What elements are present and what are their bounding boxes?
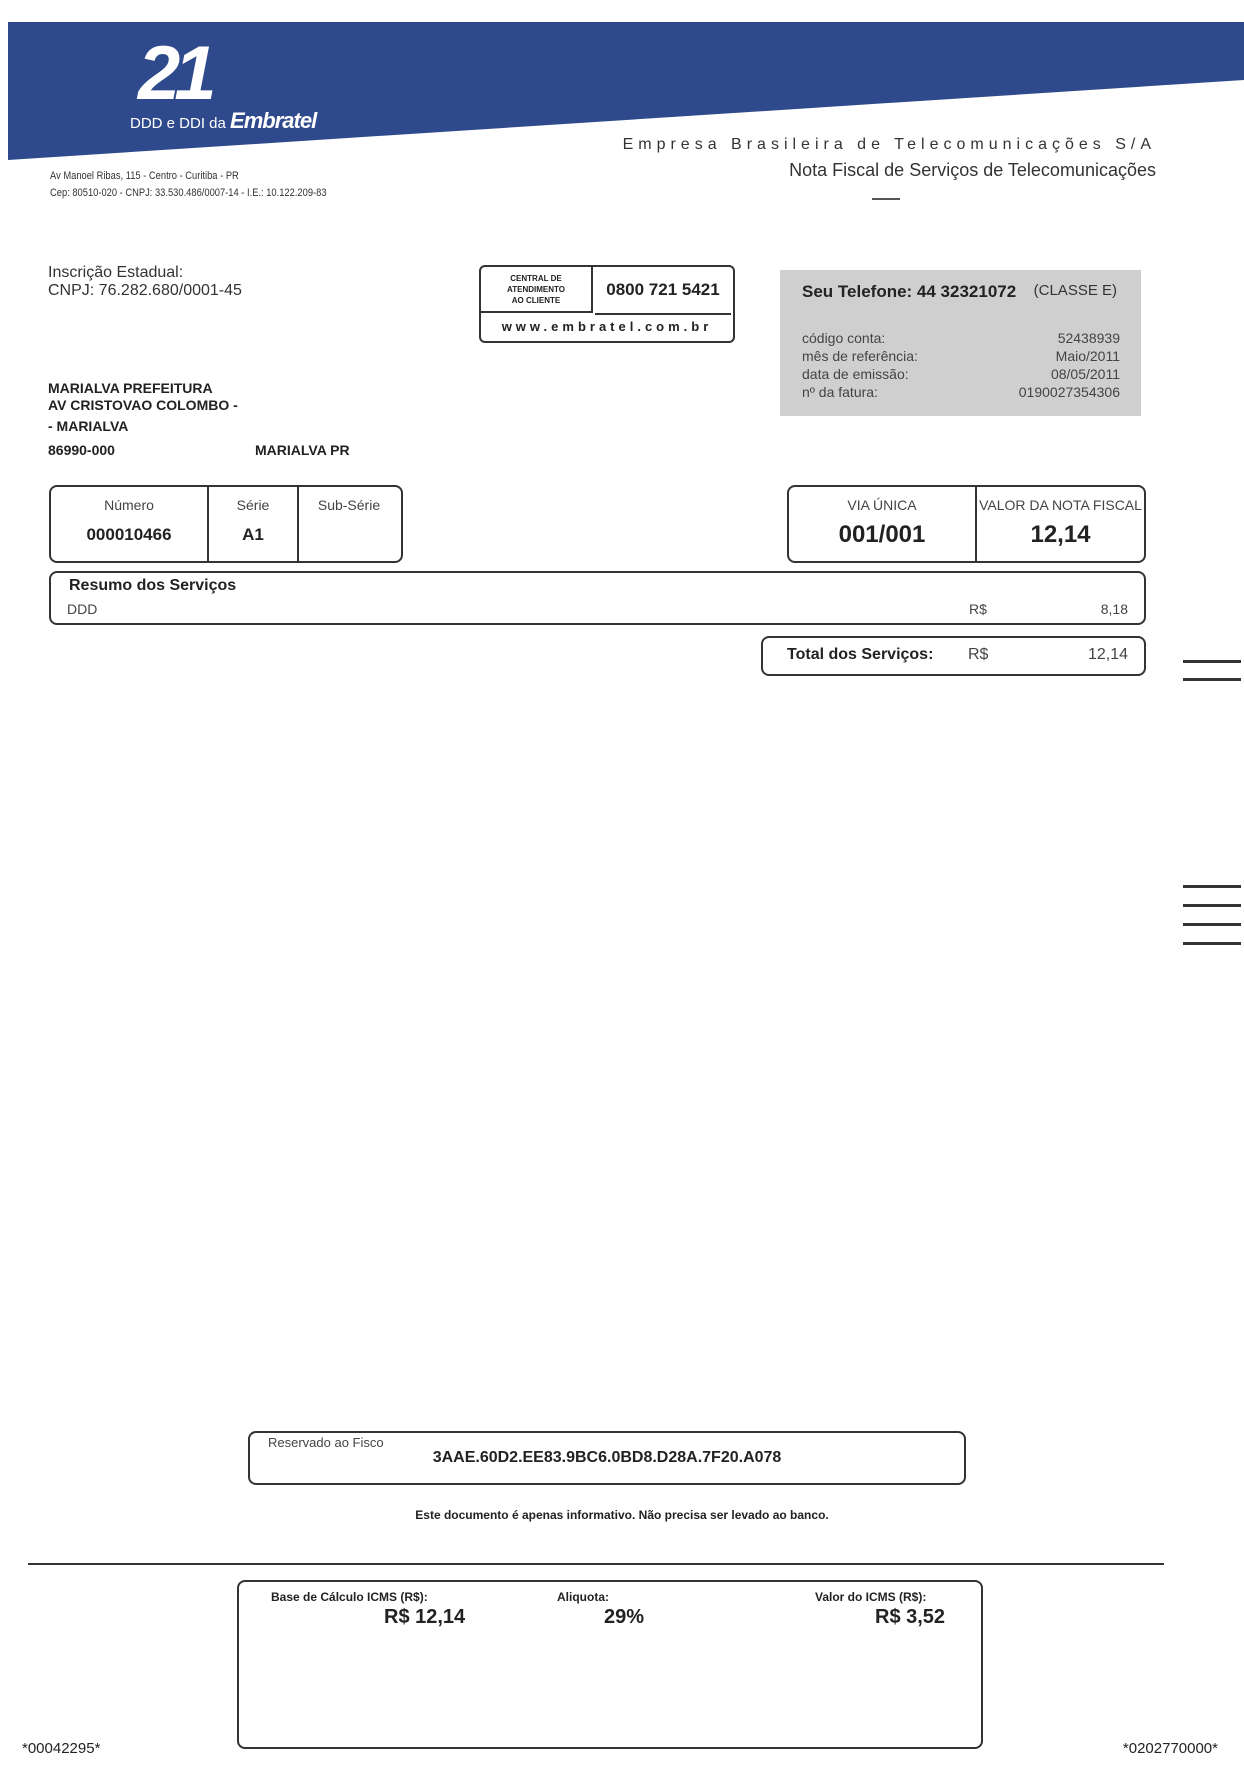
icms-valor-value: R$ 3,52 <box>875 1606 946 1628</box>
margin-mark <box>1183 885 1241 888</box>
customer-name: MARIALVA PREFEITURA <box>48 380 213 396</box>
fisco-label: Reservado ao Fisco <box>268 1435 384 1450</box>
cs-label-line: CENTRAL DE <box>510 274 562 283</box>
customer-service-label <box>481 267 593 313</box>
icms-base-value: R$ 12,14 <box>384 1606 466 1628</box>
account-row <box>802 366 1120 382</box>
services-title: Resumo dos Serviços <box>69 577 237 594</box>
cs-label-line: AO CLIENTE <box>511 296 561 305</box>
via-label: VIA ÚNICA <box>847 497 917 513</box>
account-row-value: 52438939 <box>1057 330 1120 346</box>
icms-base-label: Base de Cálculo ICMS (R$): <box>271 1590 428 1604</box>
margin-mark <box>1183 660 1241 663</box>
service-item-currency: R$ <box>969 601 987 617</box>
serie-value: A1 <box>242 525 264 544</box>
footer-left-code: *00042295* <box>22 1740 101 1757</box>
icms-aliquota-label: Aliquota: <box>557 1590 609 1604</box>
document-title: Nota Fiscal de Serviços de Telecomunicações <box>789 160 1156 180</box>
customer-city: MARIALVA PR <box>255 442 350 458</box>
margin-mark <box>1183 678 1241 681</box>
account-row <box>802 348 1120 364</box>
services-total-box <box>761 636 1146 676</box>
customer-service-box <box>479 265 735 343</box>
customer-district: - MARIALVA <box>48 418 129 434</box>
total-label: Total dos Serviços: <box>787 646 934 663</box>
logo-brand: Embratel <box>230 108 317 133</box>
invoice-number-box <box>49 485 403 563</box>
logo-subtitle-text: DDD e DDI da <box>130 115 226 132</box>
total-currency: R$ <box>968 646 989 663</box>
total-value: 12,14 <box>1087 646 1128 663</box>
fisco-code: 3AAE.60D2.EE83.9BC6.0BD8.D28A.7F20.A078 <box>432 1449 782 1466</box>
divider <box>872 198 900 200</box>
numero-label: Número <box>104 497 154 513</box>
icms-aliquota-value: 29% <box>604 1606 645 1628</box>
icms-box <box>237 1580 983 1749</box>
account-phone: Seu Telefone: 44 32321072 <box>802 282 1017 301</box>
fisco-box <box>248 1431 966 1485</box>
service-item-value: 8,18 <box>1100 601 1128 617</box>
inscricao-estadual: Inscrição Estadual: <box>48 264 184 281</box>
account-row <box>802 330 1120 346</box>
services-summary-box <box>49 571 1146 625</box>
margin-mark <box>1183 942 1241 945</box>
account-row-label: mês de referência: <box>802 348 918 364</box>
footer-right-code: *0202770000* <box>1122 1740 1218 1757</box>
account-row-label: data de emissão: <box>802 366 909 382</box>
via-cell <box>789 487 977 561</box>
serie-cell <box>209 487 299 561</box>
numero-cell <box>51 487 209 561</box>
via-value: 001/001 <box>838 521 926 548</box>
issuer-address: Av Manoel Ribas, 115 - Centro - Curitiba - PR <box>50 170 239 182</box>
customer-street: AV CRISTOVAO COLOMBO - <box>48 397 238 413</box>
serie-label: Série <box>236 497 270 513</box>
account-row-value: Maio/2011 <box>1055 348 1120 364</box>
logo-number: 21 <box>138 31 211 116</box>
info-notice: Este documento é apenas informativo. Não precisa ser levado ao banco. <box>415 1508 829 1522</box>
service-item-name: DDD <box>67 601 98 617</box>
website-link[interactable]: www.embratel.com.br <box>501 319 713 334</box>
subserie-cell <box>299 487 399 561</box>
account-row-label: código conta: <box>802 330 886 346</box>
valor-cell <box>977 487 1144 561</box>
cs-label-line: ATENDIMENTO <box>507 285 565 294</box>
invoice-value-box <box>787 485 1146 563</box>
numero-value: 000010466 <box>86 525 172 544</box>
margin-mark <box>1183 923 1241 926</box>
account-info-box <box>780 270 1141 416</box>
divider <box>28 1563 1164 1565</box>
account-row-label: nº da fatura: <box>802 384 878 400</box>
account-row <box>802 384 1120 400</box>
client-cnpj: CNPJ: 76.282.680/0001-45 <box>48 282 242 299</box>
valor-value: 12,14 <box>1030 521 1091 548</box>
customer-cep: 86990-000 <box>48 442 115 458</box>
account-row-value: 08/05/2011 <box>1050 366 1120 382</box>
customer-service-phone: 0800 721 5421 <box>595 267 731 315</box>
issuer-registration: Cep: 80510-020 - CNPJ: 33.530.486/0007-14 - I.E.: 10.122.209-83 <box>50 187 327 199</box>
valor-label: VALOR DA NOTA FISCAL <box>979 497 1142 513</box>
subserie-label: Sub-Série <box>317 497 381 513</box>
company-name: Empresa Brasileira de Telecomunicações S/A <box>622 136 1156 153</box>
logo-subtitle <box>130 108 316 134</box>
icms-valor-label: Valor do ICMS (R$): <box>815 1590 927 1604</box>
margin-mark <box>1183 904 1241 907</box>
account-row-value: 0190027354306 <box>1018 384 1120 400</box>
account-class: (CLASSE E) <box>1033 282 1117 299</box>
